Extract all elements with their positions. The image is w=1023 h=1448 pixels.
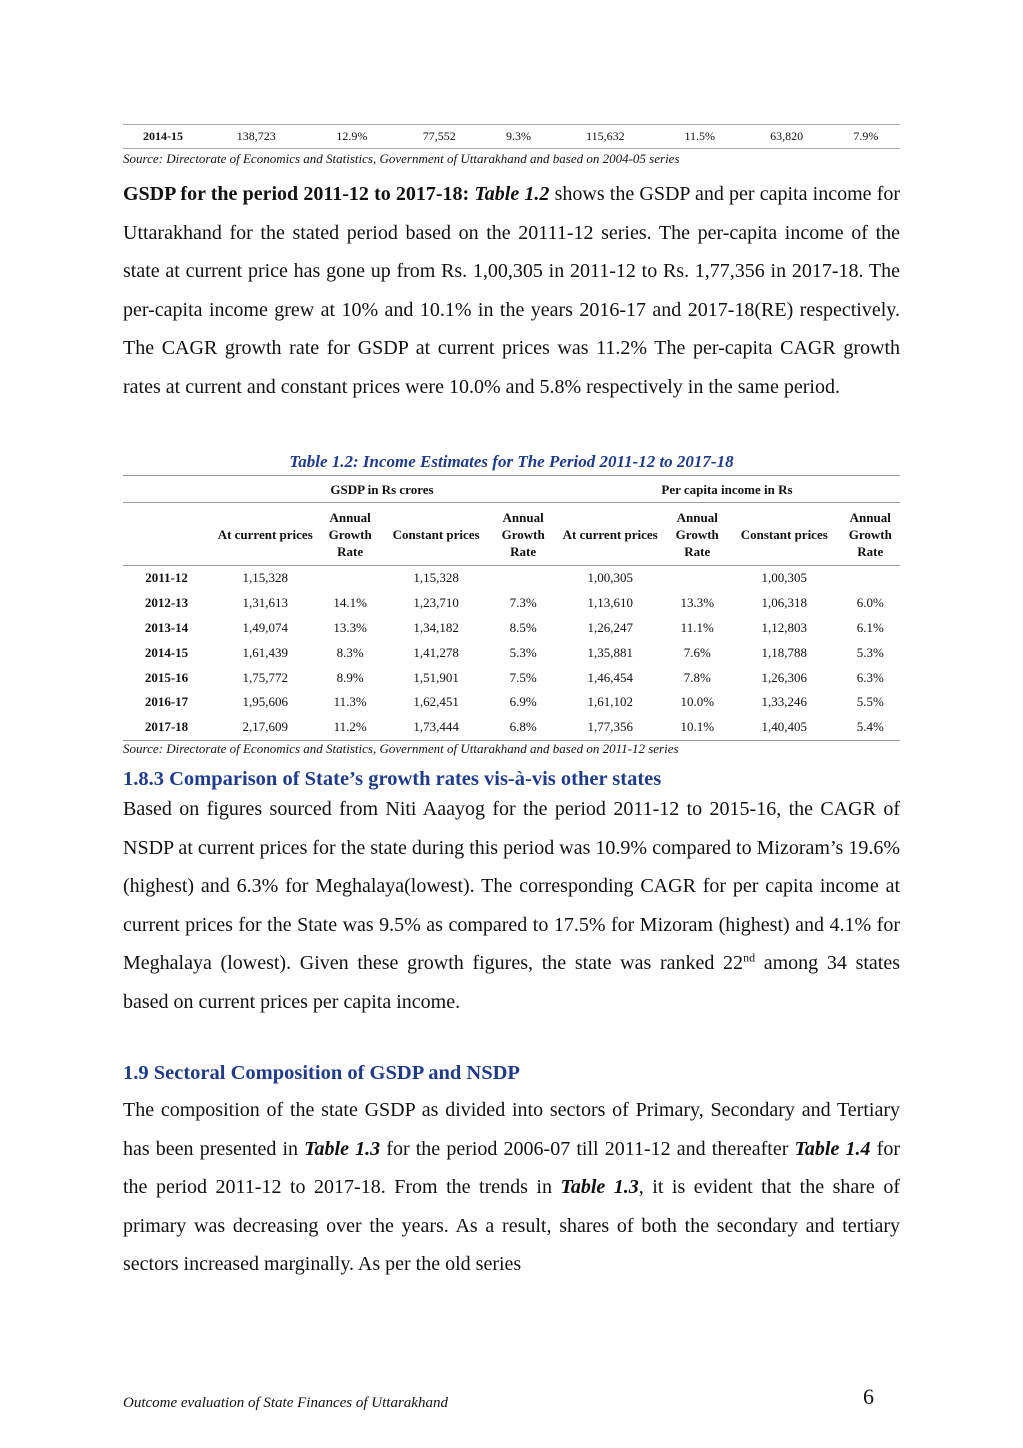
table-reference: Table 1.3: [304, 1137, 381, 1160]
table-cell: 1,00,305: [587, 570, 633, 586]
table-cell: 6.3%: [856, 669, 884, 685]
table-cell: 10.0%: [680, 694, 715, 710]
table-cell: 1,73,444: [380, 715, 493, 740]
table-cell: [320, 566, 379, 591]
table-cell: 1,35,881: [587, 644, 633, 660]
table-cell: 5.3%: [509, 644, 537, 660]
table-row: [123, 690, 900, 715]
table-row: [123, 566, 900, 591]
table-cell: 1,75,772: [242, 669, 288, 685]
table-cell: 115,632: [553, 125, 658, 149]
table-cell: 10.1%: [666, 715, 728, 740]
table-caption: Table 1.2: Income Estimates for The Period 2011-12 to 2017-18: [289, 452, 734, 471]
paragraph-text: shows the GSDP and per capita income for Uttarakhand for the stated period based on the 20111-12 series. The per-capita income of the state at current price has gone up from Rs. 1,00,305 in 2011-12 to Rs. 1,77,356 in 2017-18. The per-capita income grew at 10% and 10.1% in the years 2016-17 and 2017-18(RE) respectively. The CAGR growth rate for GSDP at current prices was 11.2% The per-capita CAGR growth rates at current and constant prices were 10.0% and 5.8% respectively in the same period.: [123, 183, 901, 398]
paragraph-text: , it is evident that the share of primary was decreasing over the years. As a result, shares of both the secondary and tertiary sectors increased marginally. As per the old series: [123, 1176, 900, 1275]
table-cell: 8.9%: [336, 669, 364, 685]
table-cell: 2,17,609: [210, 715, 320, 740]
table-cell: 11.3%: [333, 694, 367, 710]
table-cell: 7.6%: [683, 644, 711, 660]
year-cell: 2017-18: [123, 715, 210, 740]
paragraph-text: Based on figures sourced from Niti Aaayog for the period 2011-12 to 2015-16, the CAGR of NSDP at current prices for the state during this period was 10.9% compared to Mizoram’s 19.6% (highest) and 6.3% for Meghalaya(lowest). The corresponding CAGR for per capita income at current prices for the State was 9.5% as compared to 17.5% for Mizoram (highest) and 4.1% for Meghalaya (lowest). Given these growth figures, the state was ranked 22: [123, 798, 900, 974]
table-cell: 1,41,278: [413, 644, 459, 660]
table-cell: 7.8%: [683, 669, 711, 685]
page-number: 6: [863, 1384, 874, 1409]
paragraph-text: for the period 2006-07 till 2011-12 and thereafter: [380, 1137, 795, 1160]
table-reference: Table 1.2: [474, 183, 550, 205]
table-cell: 5.3%: [856, 644, 884, 660]
table-row: [123, 665, 900, 690]
header-cell: At current prices: [210, 503, 320, 566]
previous-table-tail: [123, 124, 900, 149]
year-cell: 2011-12: [145, 570, 188, 586]
table-cell: 13.3%: [680, 595, 715, 611]
table-cell: 1,51,901: [413, 669, 459, 685]
table-cell: 6.9%: [509, 694, 537, 710]
paragraph-lead: GSDP for the period 2011-12 to 2017-18:: [123, 183, 470, 205]
header-cell: [123, 503, 210, 566]
table-cell: 1,61,102: [587, 694, 633, 710]
table-row: [123, 715, 900, 740]
year-cell: 2016-17: [144, 694, 189, 710]
table-cell: 8.3%: [336, 644, 364, 660]
header-cell: Annual Growth Rate: [320, 503, 379, 566]
table-cell: 1,46,454: [587, 669, 633, 685]
paragraph-sectoral: [123, 1091, 900, 1284]
header-cell: Annual Growth Rate: [841, 503, 900, 566]
table-cell: 11.2%: [320, 715, 379, 740]
year-cell: 2014-15: [123, 125, 203, 149]
section-heading: 1.9 Sectoral Composition of GSDP and NSDP: [123, 1062, 520, 1084]
section-heading: 1.8.3 Comparison of State’s growth rates vis-à-vis other states: [123, 768, 662, 790]
header-cell: Constant prices: [380, 503, 493, 566]
table-cell: 11.1%: [680, 619, 714, 635]
table-cell: 1,13,610: [587, 595, 633, 611]
header-cell: Constant prices: [728, 503, 841, 566]
paragraph-text: for the period 2011-12 to 2017-18. From the trends in: [123, 1137, 900, 1198]
table-column-header: [123, 503, 900, 566]
table-cell: 1,33,246: [761, 694, 808, 710]
paragraph-text: among 34 states based on current prices per capita income.: [123, 952, 900, 1013]
year-cell: 2012-13: [144, 595, 189, 611]
header-cell: At current prices: [554, 503, 667, 566]
table-row: [123, 640, 900, 665]
table-cell: 7.3%: [509, 595, 537, 611]
table-cell: 12.9%: [310, 125, 395, 149]
source-note: Source: Directorate of Economics and Statistics, Government of Uttarakhand and based on 2011-12 series: [123, 741, 679, 756]
table-cell: 1,23,710: [413, 595, 459, 611]
table-cell: 1,06,318: [761, 595, 808, 611]
paragraph-gsdp: [123, 175, 900, 406]
table-cell: 14.1%: [333, 595, 367, 611]
table-cell: [492, 566, 554, 591]
table-cell: 1,34,182: [413, 619, 459, 635]
header-cell: [123, 476, 210, 503]
table-cell: 1,62,451: [413, 694, 459, 710]
table-cell: 1,61,439: [242, 644, 288, 660]
table-cell: 11.5%: [658, 125, 741, 149]
table-cell: 1,31,613: [242, 595, 288, 611]
year-cell: 2013-14: [144, 619, 189, 635]
table-cell: 7.9%: [832, 125, 900, 149]
table-cell: 77,552: [394, 125, 484, 149]
table-cell: 6.8%: [492, 715, 554, 740]
table-cell: 6.0%: [856, 595, 884, 611]
superscript: nd: [743, 950, 756, 965]
table-cell: 1,00,305: [761, 570, 808, 586]
table-cell: 9.3%: [484, 125, 552, 149]
table-cell: 5.4%: [841, 715, 900, 740]
table-cell: 1,15,328: [242, 570, 288, 586]
table-cell: 1,26,247: [587, 619, 633, 635]
table-row: [123, 616, 900, 641]
gsdp-group-header: GSDP in Rs crores: [210, 476, 554, 503]
table-cell: 1,95,606: [242, 694, 288, 710]
page-footer: Outcome evaluation of State Finances of Uttarakhand: [123, 1395, 448, 1411]
table-cell: 1,77,356: [554, 715, 667, 740]
paragraph-text: The composition of the state GSDP as divided into sectors of Primary, Secondary and Tertiary has been presented in: [123, 1099, 900, 1160]
table-cell: 5.5%: [856, 694, 884, 710]
source-note: Source: Directorate of Economics and Statistics, Government of Uttarakhand and based on 2004-05 series: [123, 151, 680, 166]
table-row: [123, 125, 900, 149]
year-cell: 2014-15: [144, 644, 189, 660]
table-cell: 13.3%: [333, 619, 367, 635]
pci-group-header: Per capita income in Rs: [554, 476, 900, 503]
table-cell: 1,49,074: [242, 619, 288, 635]
table-group-header: [123, 476, 900, 503]
table-cell: 138,723: [203, 125, 310, 149]
table-cell: 1,15,328: [413, 570, 459, 586]
table-reference: Table 1.4: [794, 1137, 871, 1160]
table-cell: 1,26,306: [761, 669, 808, 685]
table-cell: 1,40,405: [728, 715, 841, 740]
table-cell: 1,12,803: [761, 619, 808, 635]
table-cell: 8.5%: [509, 619, 537, 635]
table-reference: Table 1.3: [560, 1176, 639, 1198]
table-cell: [666, 566, 728, 591]
table-cell: 63,820: [742, 125, 832, 149]
income-estimates-table: [123, 475, 900, 741]
header-cell: Annual Growth Rate: [666, 503, 728, 566]
table-body: [123, 566, 900, 741]
paragraph-comparison: [123, 790, 900, 1021]
table-cell: 1,18,788: [761, 644, 808, 660]
year-cell: 2015-16: [144, 669, 189, 685]
table-row: [123, 591, 900, 616]
header-cell: Annual Growth Rate: [492, 503, 554, 566]
table-cell: 7.5%: [509, 669, 537, 685]
table-cell: [841, 566, 900, 591]
table-cell: 6.1%: [856, 619, 884, 635]
